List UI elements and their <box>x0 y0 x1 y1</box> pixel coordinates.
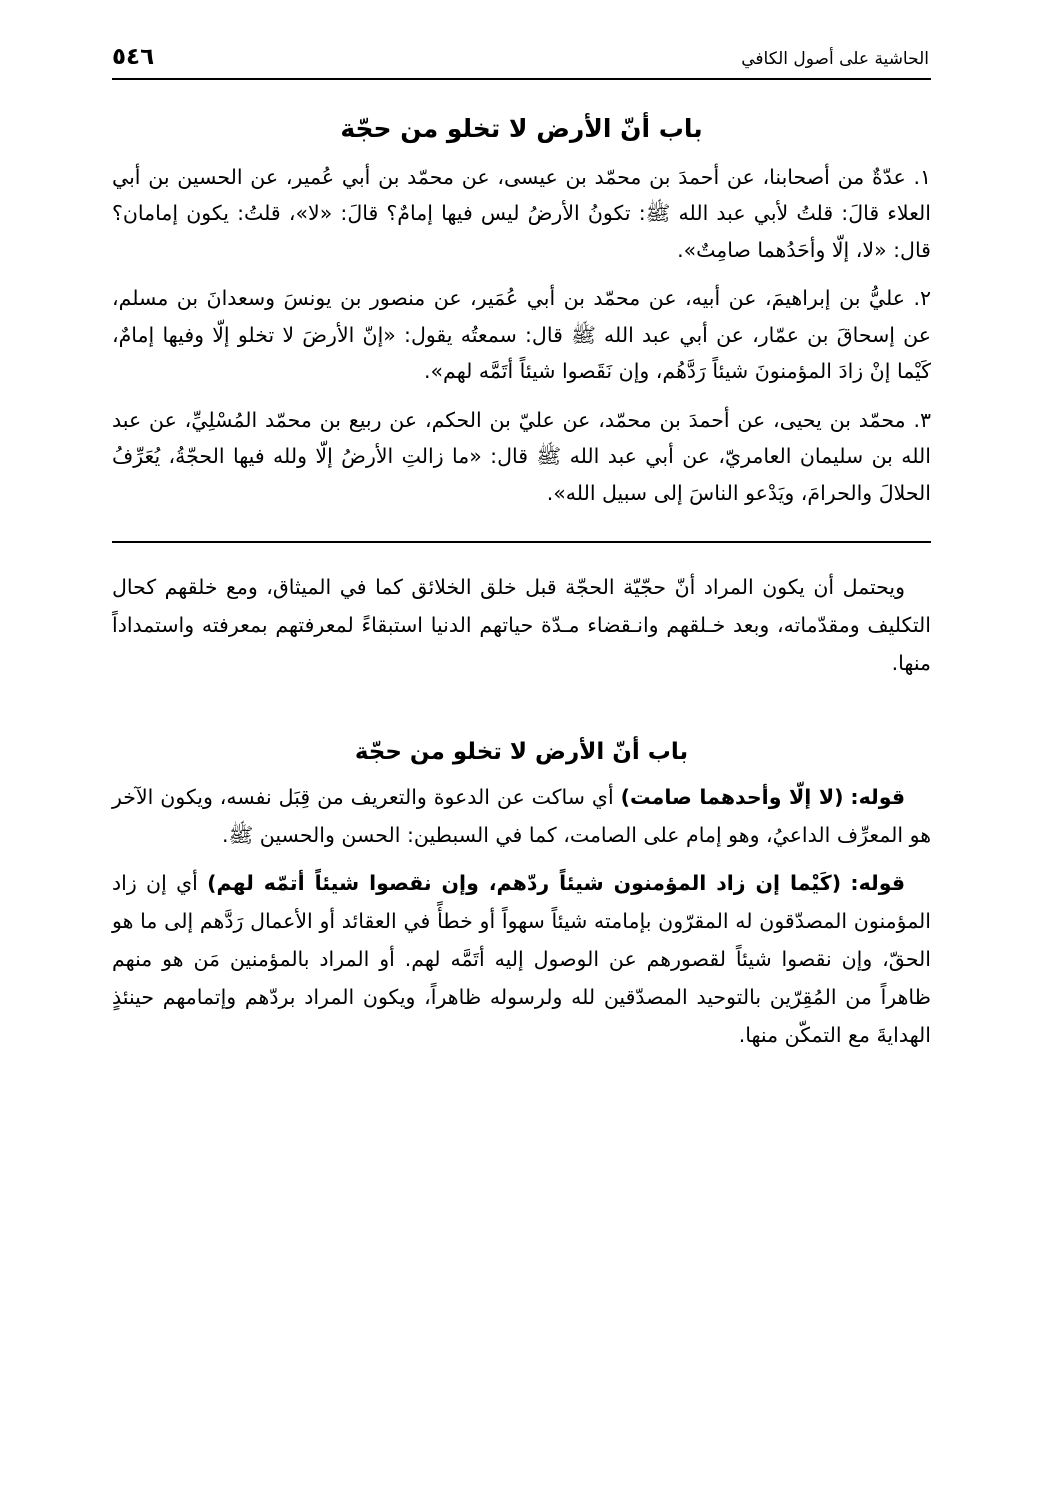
hadith-number: ٢. <box>913 286 931 311</box>
note-label: قوله: <box>850 870 905 895</box>
header-divider <box>112 78 931 80</box>
sub-chapter-title: باب أنّ الأرض لا تخلو من حجّة <box>354 739 689 766</box>
section-divider <box>112 541 931 543</box>
page-number: ٥٤٦ <box>112 44 155 70</box>
note-lemma: (لا إلّا وأحدهما صامت) <box>620 785 844 810</box>
note-lemma: (كَيْما إن زاد المؤمنون شيئاً ردّهم، وإن نقصوا شيئاً أتمّه لهم) <box>207 870 842 895</box>
hadith-number: ٣. <box>913 407 931 432</box>
commentary-note <box>112 865 931 1055</box>
hadith-item <box>112 159 931 268</box>
hadith-item <box>112 402 931 511</box>
hadith-text: عدّةٌ من أصحابنا، عن أحمدَ بن محمّد بن عيسى، عن محمّد بن أبي عُمير، عن الحسين بن أبي العلاء قالَ: قلتُ لأبي عبد الله ﷺ: تكونُ الأرضُ ليس فيها إمامٌ؟ قالَ: «لا»، قلتُ: يكون إمامان؟ قال: «لا، إلّا وأحَدُهما صامِتٌ». <box>112 165 931 262</box>
book-title: الحاشية على أصول الكافي <box>741 49 929 69</box>
commentary-intro: ويحتمل أن يكون المراد أنّ حجّيّة الحجّة قبل خلق الخلائق كما في الميثاق، ومع خلقهم كحال التكليف ومقدّماته، وبعد خـلقهم وانـقضاء مـدّة حياتهم الدنيا استبقاءً لمعرفتهم بمعرفته واستمداداً منها. <box>112 575 931 676</box>
note-text: أي إن زاد المؤمنون المصدّقون له المقرّون بإمامته شيئاً سهواً أو خطأً في العقائد أو الأعمال رَدَّهم إلى ما هو الحقّ، وإن نقصوا شيئاً لقصورهم عن الوصول إليه أتَمَّه لهم. أو المراد بالمؤمنين مَن هو منهم ظاهراً من المُقِرّين بالتوحيد المصدّقين لله ولرسوله ظاهراً، ويكون المراد بردّهم وإتمامهم حينئذٍ الهدايةَ مع التمكّن منها. <box>112 870 931 1047</box>
hadith-item <box>112 280 931 389</box>
page-header <box>112 44 931 76</box>
hadith-number: ١. <box>913 165 931 189</box>
note-text: أي ساكت عن الدعوة والتعريف من قِبَل نفسه، ويكون الآخر هو المعرِّف الداعيُ، وهو إمام على الصامت، كما في السبطين: الحسن والحسين ﷺ. <box>112 785 931 848</box>
commentary-note <box>112 779 931 855</box>
chapter-title: باب أنّ الأرض لا تخلو من حجّة <box>340 114 703 143</box>
hadith-text: عليُّ بن إبراهيمَ، عن أبيه، عن محمّد بن أبي عُمَير، عن منصور بن يونسَ وسعدانَ بن مسلم، عن إسحاقَ بن عمّار، عن أبي عبد الله ﷺ قال: سمعتُه يقول: «إنّ الأرضَ لا تخلو إلّا وفيها إمامٌ، كَيْما إنْ زادَ المؤمنونَ شيئاً رَدَّهُم، وإن نَقَصوا شيئاً أتَمَّه لهم». <box>112 286 931 384</box>
hadith-text: محمّد بن يحيى، عن أحمدَ بن محمّد، عن عليّ بن الحكم، عن ربيع بن محمّد المُسْلِيِّ، عن عبد الله بن سليمان العامريّ، عن أبي عبد الله ﷺ قال: «ما زالتِ الأرضُ إلّا ولله فيها الحجّةُ، يُعَرِّفُ الحلالَ والحرامَ، ويَدْعو الناسَ إلى سبيل الله». <box>112 407 931 505</box>
note-label: قوله: <box>850 785 905 810</box>
